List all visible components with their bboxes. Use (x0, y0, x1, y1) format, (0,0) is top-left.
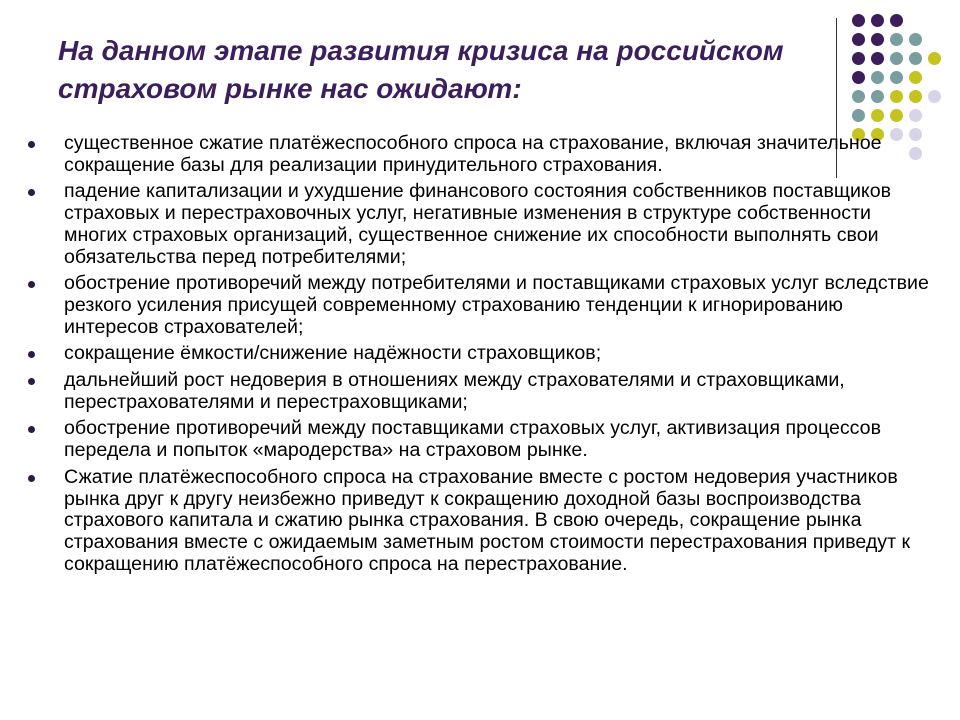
bullet-text: дальнейший рост недоверия в отношениях между страхователями и страховщиками, перестрахователями и перестраховщиками; (64, 369, 845, 413)
bullet-item (24, 370, 929, 413)
decorative-dot (852, 14, 865, 27)
decorative-dot (890, 33, 903, 46)
decorative-dot (890, 14, 903, 27)
bullet-text: Сжатие платёжеспособного спроса на страхование вместе с ростом недоверия участников рынка друг к другу неизбежно приведут к сокращению доходной базы воспроизводства страхового капитала и сжатию рынка страхования. В свою очередь, сокращение рынка страхования вместе с ожидаемым заметным ростом стоимости перестрахования приведут к сокращению платёжеспособного спроса на перестрахование. (64, 465, 911, 575)
decorative-dot (909, 90, 922, 103)
decorative-dot (890, 109, 903, 122)
decorative-dot (871, 109, 884, 122)
decorative-dot (852, 109, 865, 122)
bullet-item (24, 467, 929, 576)
decorative-dot (852, 71, 865, 84)
bullet-list (24, 133, 929, 580)
decorative-dot (871, 33, 884, 46)
decorative-dot (909, 52, 922, 65)
decorative-dot (871, 14, 884, 27)
bullet-dot-icon (28, 189, 35, 196)
decorative-dot (928, 52, 941, 65)
decorative-dot (890, 52, 903, 65)
decorative-dot (852, 90, 865, 103)
decorative-dot (871, 52, 884, 65)
bullet-dot-icon (28, 281, 35, 288)
bullet-item (24, 133, 929, 176)
decorative-dot-grid (852, 14, 948, 144)
bullet-text: обострение противоречий между поставщиками страховых услуг, активизация процессов передела и попыток «мародерства» на страховом рынке. (64, 417, 881, 462)
bullet-item (24, 181, 929, 268)
decorative-dot (928, 90, 941, 103)
decorative-dot (890, 90, 903, 103)
decorative-dot (871, 71, 884, 84)
bullet-text: обострение противоречий между потребителями и поставщиками страховых услуг вследствие резкого усиления присущей современному страхованию тенденции к игнорированию интересов страхователей; (64, 272, 929, 338)
bullet-item (24, 273, 929, 338)
bullet-text: падение капитализации и ухудшение финансового состояния собственников поставщиков страховых и перестраховочных услуг, негативные изменения в структуре собственности многих страховых организаций, существенное снижение их способности выполнять свои обязательства перед потребителями; (64, 180, 892, 268)
decorative-dot (890, 71, 903, 84)
decorative-dot (852, 52, 865, 65)
bullet-dot-icon (28, 351, 35, 358)
bullet-text: существенное сжатие платёжеспособного спроса на страхование, включая значительное сокращение базы для реализации принудительного страхования. (64, 132, 882, 176)
decorative-dot (852, 33, 865, 46)
bullet-dot-icon (28, 475, 35, 482)
bullet-text: сокращение ёмкости/снижение надёжности страховщиков; (64, 342, 602, 365)
decorative-dot (871, 90, 884, 103)
bullet-item (24, 343, 929, 365)
bullet-dot-icon (28, 141, 35, 148)
bullet-item (24, 418, 929, 461)
decorative-dot (909, 109, 922, 122)
bullet-dot-icon (28, 378, 35, 385)
slide-title: На данном этапе развития кризиса на российском страховом рынке нас ожидают: (58, 35, 784, 104)
decorative-dot (909, 33, 922, 46)
bullet-dot-icon (28, 426, 35, 433)
decorative-dot (909, 71, 922, 84)
